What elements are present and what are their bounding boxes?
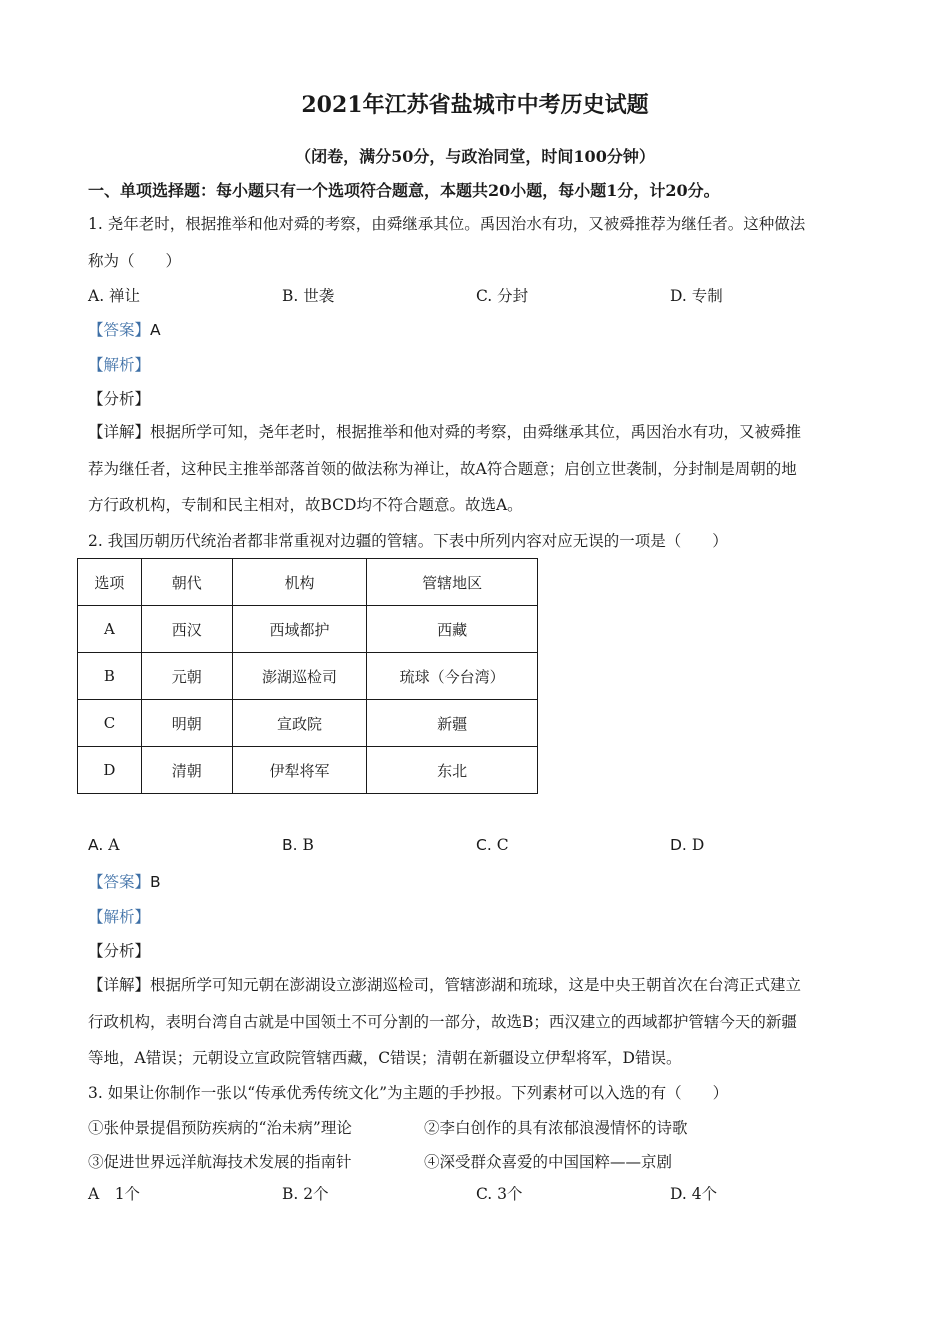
- table-cell: 明朝: [141, 700, 232, 747]
- q1-detail-line1: 【详解】根据所学可知，尧年老时，根据推举和他对舜的考察，由舜继承其位，禹因治水有功，又被舜推: [88, 423, 802, 441]
- q3-stem: 3. 如果让你制作一张以“传承优秀传统文化”为主题的手抄报。下列素材可以入选的有（ ）: [88, 1084, 729, 1102]
- table-row: [78, 653, 538, 700]
- q1-analysis-label: 【解析】: [88, 356, 151, 374]
- q1-stem-line2: 称为（ ）: [88, 252, 182, 270]
- table-cell: A: [78, 606, 142, 653]
- q2-analysis-label: 【解析】: [88, 908, 151, 926]
- q2-detail-line2: 行政机构，表明台湾自古就是中国领土不可分割的一部分，故选B；西汉建立的西域都护管辖今天的新疆: [88, 1013, 797, 1031]
- q2-option-a: [88, 836, 119, 854]
- q2-detail-line1: 【详解】根据所学可知元朝在澎湖设立澎湖巡检司，管辖澎湖和琉球，这是中央王朝首次在台湾正式建立: [88, 976, 802, 994]
- table-cell: 清朝: [141, 747, 232, 794]
- table-cell: 西汉: [141, 606, 232, 653]
- option-letter: D.: [670, 836, 687, 854]
- option-letter: C.: [476, 836, 492, 854]
- table-cell: 澎湖巡检司: [232, 653, 367, 700]
- q2-answer: [88, 870, 161, 892]
- table-row: [78, 606, 538, 653]
- answer-label: 【答案】: [88, 321, 151, 339]
- q3-option-a: A 1个: [88, 1185, 141, 1203]
- table-cell: 宣政院: [232, 700, 367, 747]
- table-header-row: [78, 559, 538, 606]
- table-cell: 东北: [367, 747, 538, 794]
- section-heading: 一、单项选择题：每小题只有一个选项符合题意，本题共20小题，每小题1分，计20分。: [88, 181, 720, 200]
- q1-detail-line3: 方行政机构，专制和民主相对，故BCD均不符合题意。故选A。: [88, 496, 523, 514]
- table-header-cell: 朝代: [141, 559, 232, 606]
- table-header-cell: 管辖地区: [367, 559, 538, 606]
- table-row: [78, 747, 538, 794]
- q1-option-c: C. 分封: [476, 287, 529, 305]
- q3-item-3: ③促进世界远洋航海技术发展的指南针: [88, 1153, 352, 1171]
- table-cell: 琉球（今台湾）: [367, 653, 538, 700]
- q1-answer: [88, 318, 161, 340]
- option-text: D: [691, 836, 705, 854]
- table-header-cell: 选项: [78, 559, 142, 606]
- answer-value: B: [150, 873, 161, 891]
- q1-option-b: B. 世袭: [282, 287, 335, 305]
- q2-detail-line3: 等地，A错误；元朝设立宣政院管辖西藏，C错误；清朝在新疆设立伊犁将军，D错误。: [88, 1049, 682, 1067]
- q2-fenxi-label: 【分析】: [88, 942, 151, 960]
- q1-option-d: D. 专制: [670, 287, 723, 305]
- q3-option-b: B. 2个: [282, 1185, 329, 1203]
- table-cell: 伊犁将军: [232, 747, 367, 794]
- q1-fenxi-label: 【分析】: [88, 390, 151, 408]
- table-row: [78, 700, 538, 747]
- q2-option-b: [282, 836, 314, 854]
- q3-item-2: ②李白创作的具有浓郁浪漫情怀的诗歌: [424, 1119, 688, 1137]
- table-cell: 西域都护: [232, 606, 367, 653]
- table-cell: 西藏: [367, 606, 538, 653]
- exam-subtitle: （闭卷，满分50分，与政治同堂，时间100分钟）: [295, 147, 655, 166]
- table-cell: B: [78, 653, 142, 700]
- q3-option-c: C. 3个: [476, 1185, 523, 1203]
- option-text: C: [496, 836, 509, 854]
- q1-option-a: A. 禅让: [88, 287, 141, 305]
- answer-label: 【答案】: [88, 873, 151, 891]
- q2-table: [77, 558, 538, 794]
- table-cell: 元朝: [141, 653, 232, 700]
- q1-stem-line1: 1. 尧年老时，根据推举和他对舜的考察，由舜继承其位。禹因治水有功，又被舜推荐为继任者。这种做法: [88, 215, 806, 233]
- q1-detail-line2: 荐为继任者，这种民主推举部落首领的做法称为禅让，故A符合题意；启创立世袭制，分封制是周朝的地: [88, 460, 797, 478]
- q2-option-c: [476, 836, 509, 854]
- option-text: A: [108, 836, 120, 854]
- option-text: B: [302, 836, 314, 854]
- option-letter: A.: [88, 836, 104, 854]
- q3-item-1: ①张仲景提倡预防疾病的“治未病”理论: [88, 1119, 352, 1137]
- table-header-cell: 机构: [232, 559, 367, 606]
- table-cell: C: [78, 700, 142, 747]
- page-title: 2021年江苏省盐城市中考历史试题: [301, 92, 649, 118]
- answer-value: A: [150, 321, 161, 339]
- q3-item-4: ④深受群众喜爱的中国国粹——京剧: [424, 1153, 673, 1171]
- q3-option-d: D. 4个: [670, 1185, 718, 1203]
- q2-option-d: [670, 836, 704, 854]
- option-letter: B.: [282, 836, 298, 854]
- q2-stem: 2. 我国历朝历代统治者都非常重视对边疆的管辖。下表中所列内容对应无误的一项是（ ）: [88, 532, 728, 550]
- table-cell: D: [78, 747, 142, 794]
- table-cell: 新疆: [367, 700, 538, 747]
